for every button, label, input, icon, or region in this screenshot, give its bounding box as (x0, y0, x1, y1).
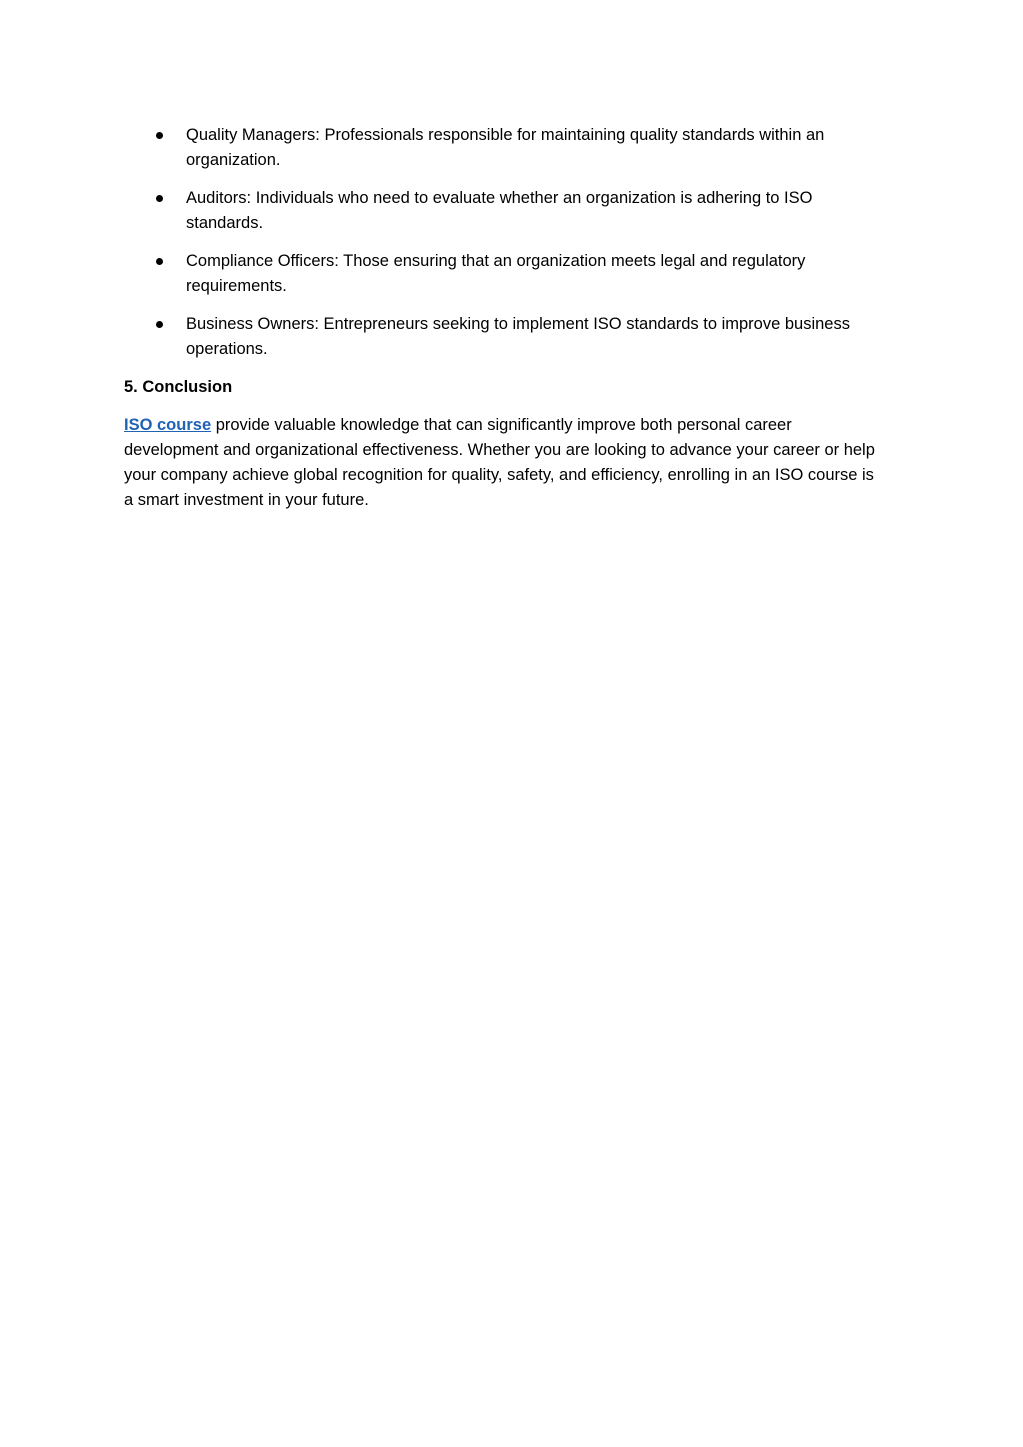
conclusion-paragraph (124, 413, 886, 513)
list-item-text: Compliance Officers: Those ensuring that an organization meets legal and regulatory requirements. (186, 252, 806, 295)
document-page (124, 123, 886, 513)
list-item-text: Auditors: Individuals who need to evaluate whether an organization is adhering to ISO standards. (186, 189, 813, 232)
bullet-icon (156, 132, 163, 139)
bullet-icon (156, 321, 163, 328)
bullet-icon (156, 195, 163, 202)
list-item (124, 312, 886, 362)
list-item-text: Business Owners: Entrepreneurs seeking to implement ISO standards to improve business operations. (186, 315, 850, 358)
list-item (124, 249, 886, 299)
list-item-text: Quality Managers: Professionals responsible for maintaining quality standards within an organization. (186, 126, 825, 169)
iso-course-link[interactable]: ISO course (124, 416, 212, 434)
list-item (124, 123, 886, 173)
list-item (124, 186, 886, 236)
section-heading: 5. Conclusion (124, 378, 233, 396)
conclusion-body-text: provide valuable knowledge that can significantly improve both personal career development and organizational effectiveness. Whether you are looking to advance your career or help your company achieve global recognition for quality, safety, and efficiency, enrolling in an ISO course is a smart investment in your future. (124, 416, 875, 509)
bullet-icon (156, 258, 163, 265)
audience-bullet-list (124, 123, 886, 362)
